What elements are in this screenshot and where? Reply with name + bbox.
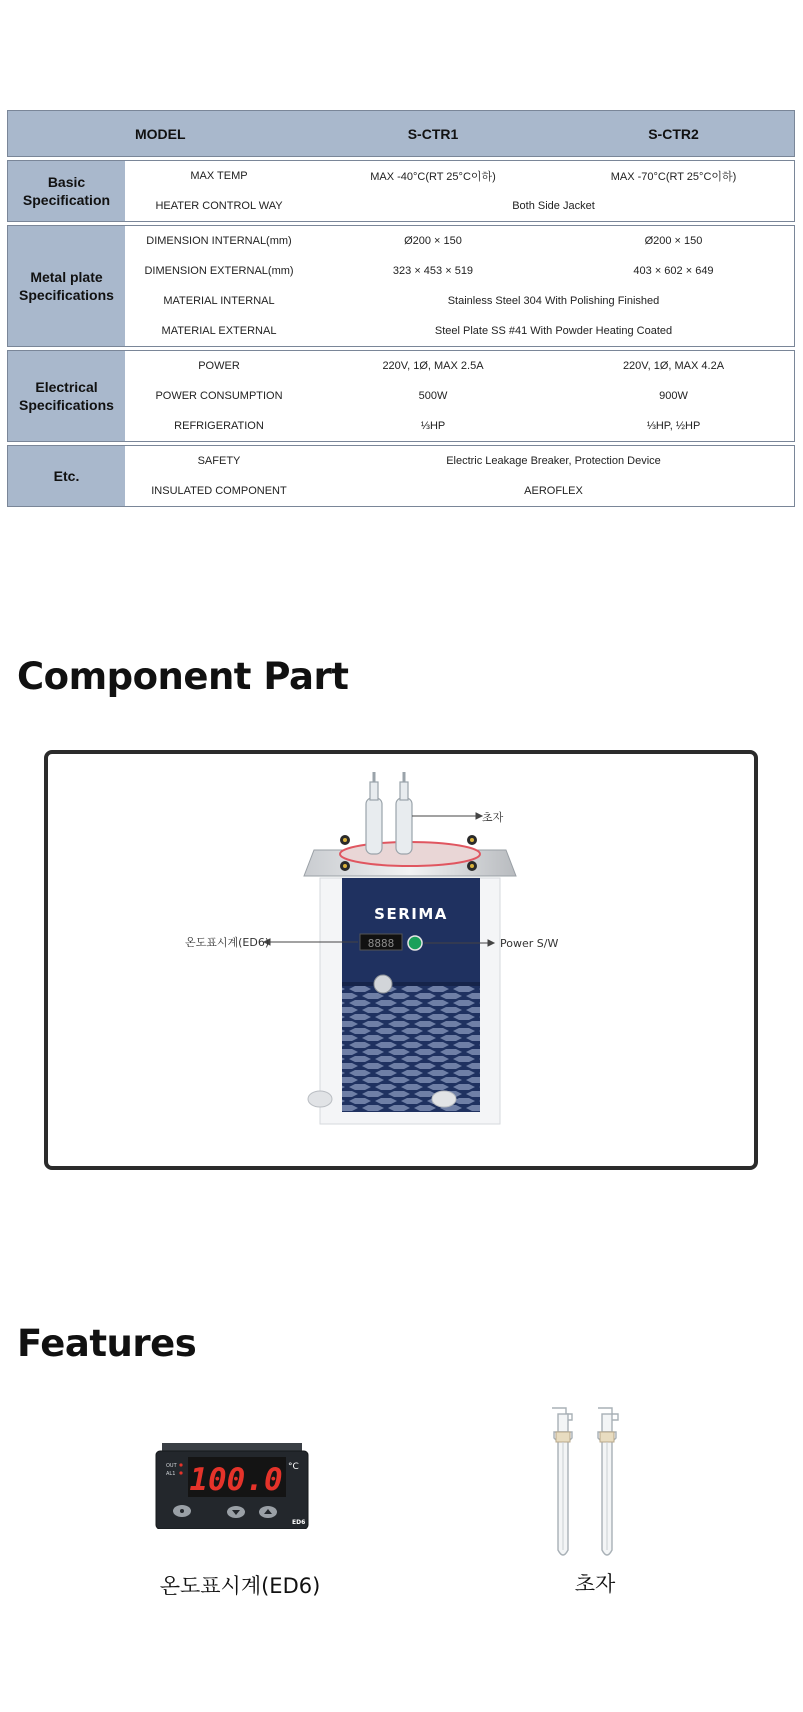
spec-row [125, 161, 794, 191]
tube-neck [602, 1414, 612, 1432]
controller-al-label: AL1 [166, 1471, 176, 1477]
power-switch [408, 936, 422, 950]
row-value-shared: Steel Plate SS #41 With Powder Heating Coated [434, 325, 673, 337]
spec-table-header [7, 110, 795, 157]
row-value-s2: Ø200 × 150 [644, 235, 703, 247]
row-value-s1: 500W [418, 390, 448, 402]
row-value-s2: 900W [659, 390, 688, 402]
row-value-shared: AEROFLEX [524, 485, 583, 497]
foot [432, 1091, 456, 1107]
row-value-s1: 323 × 453 × 519 [392, 265, 474, 277]
group-category: Electrical Specifications [8, 351, 125, 441]
row-value-s2: 403 × 602 × 649 [633, 265, 714, 277]
row-label: DIMENSION EXTERNAL(mm) [144, 265, 294, 277]
chiller-diagram [48, 754, 754, 1166]
row-value-s2: ⅓HP, ½HP [646, 420, 701, 432]
row-value-shared: Both Side Jacket [512, 200, 595, 212]
row-label: MATERIAL INTERNAL [163, 295, 275, 307]
spec-row [125, 226, 794, 256]
tube-joint [556, 1432, 570, 1442]
component-part-title: Component Part [17, 655, 349, 698]
spec-row [125, 191, 794, 221]
spec-row [125, 351, 794, 381]
header-s-ctr2: S-CTR2 [648, 125, 699, 142]
foot [308, 1091, 332, 1107]
tube-joint [600, 1432, 614, 1442]
spec-row [125, 476, 794, 506]
row-label: REFRIGERATION [174, 420, 264, 432]
spec-row [125, 446, 794, 476]
header-model: MODEL [135, 125, 186, 142]
row-value-shared: Electric Leakage Breaker, Protection Device [446, 455, 661, 467]
row-label: SAFETY [197, 455, 241, 467]
controller-model-label: ED6 [292, 1519, 306, 1526]
row-label: DIMENSION INTERNAL(mm) [146, 235, 292, 247]
row-value-s1: ⅓HP [420, 420, 446, 432]
spec-group-metal-plate [7, 225, 795, 347]
row-value-shared: Stainless Steel 304 With Polishing Finished [447, 295, 660, 307]
controller-reading: 100.0 [189, 1462, 283, 1498]
ed6-controller-image [154, 1443, 310, 1529]
spec-row [125, 286, 794, 316]
spec-group-etc [7, 445, 795, 507]
group-category: Metal plate Specifications [8, 226, 125, 346]
spec-row [125, 411, 794, 441]
group-category: Basic Specification [8, 161, 125, 221]
row-label: MATERIAL EXTERNAL [161, 325, 277, 337]
brand-logo: SERIMA [374, 905, 448, 923]
spec-table [7, 110, 795, 507]
spec-group-electrical [7, 350, 795, 442]
row-value-s1: Ø200 × 150 [404, 235, 462, 247]
feature-caption-glass: 초자 [574, 1572, 616, 1596]
features-title: Features [17, 1322, 197, 1365]
row-label: INSULATED COMPONENT [151, 485, 287, 497]
callout-top: 초자 [482, 811, 504, 824]
spec-row [125, 256, 794, 286]
spec-row [125, 381, 794, 411]
spec-group-basic [7, 160, 795, 222]
spec-row [125, 316, 794, 346]
row-value-s1: MAX -40°C(RT 25°C이하) [370, 171, 496, 183]
row-label: MAX TEMP [190, 170, 248, 182]
component-diagram-frame [44, 750, 758, 1170]
header-s-ctr1: S-CTR1 [407, 125, 459, 142]
row-value-s2: MAX -70°C(RT 25°C이하) [610, 171, 737, 183]
glass-tube-image [544, 1404, 640, 1564]
row-label: HEATER CONTROL WAY [155, 200, 283, 212]
tube-neck [558, 1414, 568, 1432]
callout-left: 온도표시계(ED6) [185, 936, 270, 949]
drain-knob [374, 975, 392, 993]
row-value-s1: 220V, 1Ø, MAX 2.5A [382, 360, 484, 372]
controller-out-label: OUT [166, 1463, 177, 1469]
row-value-s2: 220V, 1Ø, MAX 4.2A [622, 360, 725, 372]
controller-unit: °C [288, 1462, 299, 1472]
callout-right: Power S/W [500, 937, 559, 950]
feature-caption-ed6: 온도표시계(ED6) [159, 1574, 321, 1598]
row-label: POWER [198, 360, 240, 372]
row-label: POWER CONSUMPTION [155, 390, 283, 402]
group-category: Etc. [8, 446, 125, 506]
display-digits: 8888 [367, 937, 395, 950]
